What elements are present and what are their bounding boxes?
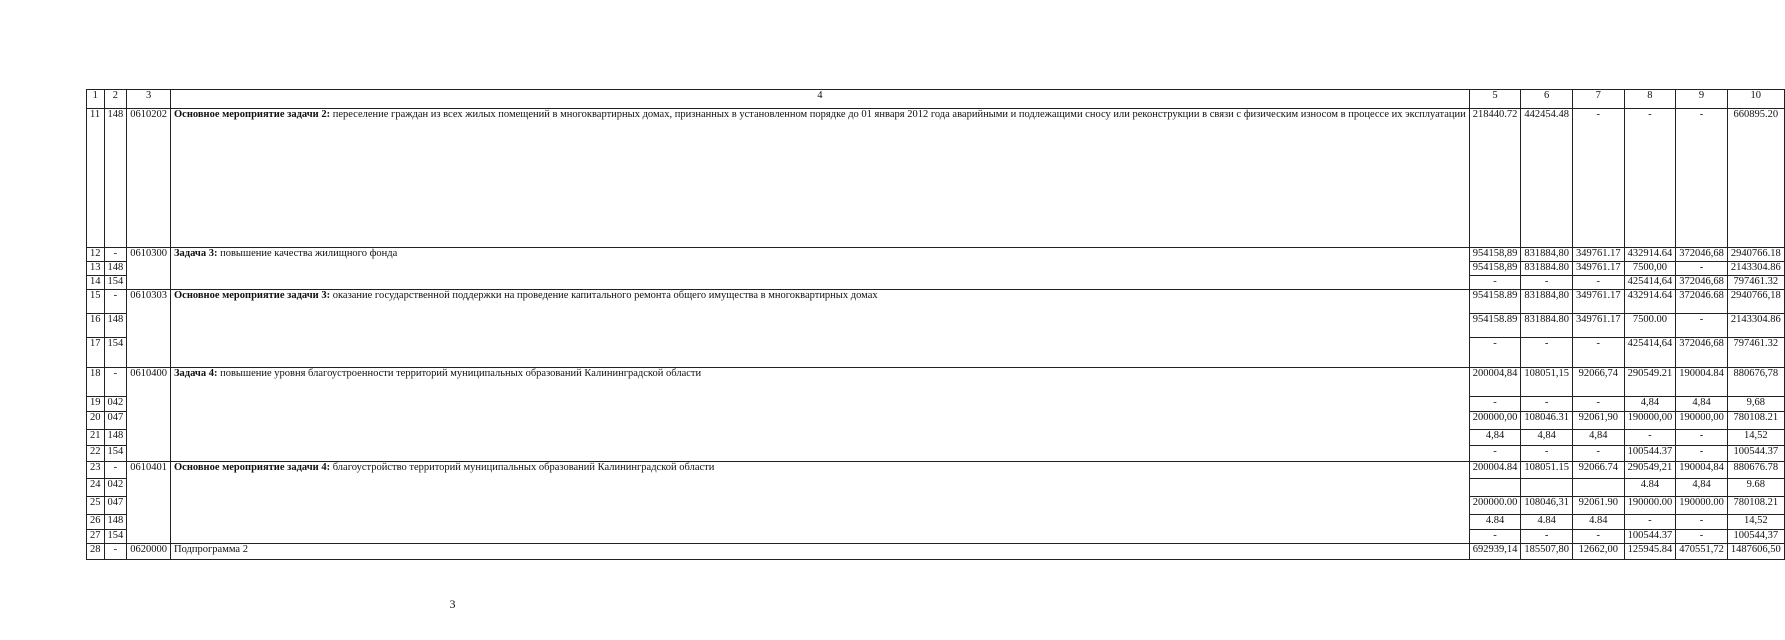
header-cell: 2 bbox=[104, 90, 127, 109]
value-cell: 831884,80 bbox=[1521, 248, 1573, 262]
value-cell: 14,52 bbox=[1727, 515, 1784, 530]
value-cell: 692939,14 bbox=[1469, 544, 1521, 560]
code-cell: 154 bbox=[104, 446, 127, 462]
value-cell: 108051.15 bbox=[1521, 462, 1573, 479]
description-bold: Задача 4: bbox=[174, 368, 218, 379]
value-cell: 372046,68 bbox=[1676, 248, 1728, 262]
code-cell: 148 bbox=[104, 262, 127, 276]
description-text: оказание государственной поддержки на проведение капитального ремонта общего имущества в многоквартирных домах bbox=[332, 290, 878, 301]
table-row bbox=[87, 109, 1785, 248]
page-number: 3 bbox=[449, 597, 456, 611]
value-cell: 4,84 bbox=[1676, 397, 1728, 412]
value-cell bbox=[1572, 479, 1624, 497]
table-row bbox=[87, 368, 1785, 397]
value-cell: 660895.20 bbox=[1727, 109, 1784, 248]
row-number: 27 bbox=[87, 530, 105, 544]
value-cell bbox=[1521, 479, 1573, 497]
value-cell: 954158,89 bbox=[1469, 248, 1521, 262]
value-cell: - bbox=[1676, 446, 1728, 462]
value-cell: 92061.90 bbox=[1572, 497, 1624, 515]
value-cell: 1487606,50 bbox=[1727, 544, 1784, 560]
code-cell: 148 bbox=[104, 515, 127, 530]
value-cell: 9,68 bbox=[1727, 397, 1784, 412]
value-cell: - bbox=[1676, 109, 1728, 248]
header-cell: 8 bbox=[1624, 90, 1676, 109]
value-cell: - bbox=[1676, 515, 1728, 530]
code-cell: 148 bbox=[104, 109, 127, 248]
value-cell: 7500.00 bbox=[1624, 314, 1676, 338]
row-number: 13 bbox=[87, 262, 105, 276]
value-cell: 2143304.86 bbox=[1727, 262, 1784, 276]
value-cell: 425414,64 bbox=[1624, 338, 1676, 368]
code-cell: 042 bbox=[104, 479, 127, 497]
value-cell: 372046,68 bbox=[1676, 338, 1728, 368]
row-number: 20 bbox=[87, 412, 105, 430]
value-cell: 100544,37 bbox=[1727, 530, 1784, 544]
value-cell: 880676.78 bbox=[1727, 462, 1784, 479]
value-cell: 442454.48 bbox=[1521, 109, 1573, 248]
value-cell: 4.84 bbox=[1572, 515, 1624, 530]
value-cell: - bbox=[1521, 397, 1573, 412]
value-cell: 432914.64 bbox=[1624, 248, 1676, 262]
row-number: 17 bbox=[87, 338, 105, 368]
code-cell: 047 bbox=[104, 497, 127, 515]
description-bold: Задача 3: bbox=[174, 248, 218, 259]
value-cell: 372046,68 bbox=[1676, 276, 1728, 290]
value-cell: - bbox=[1676, 314, 1728, 338]
value-cell: 100544.37 bbox=[1727, 446, 1784, 462]
description-bold: Основное мероприятие задачи 2: bbox=[174, 109, 331, 120]
code-cell: 154 bbox=[104, 530, 127, 544]
row-number: 28 bbox=[87, 544, 105, 560]
table-row bbox=[87, 290, 1785, 314]
code-cell: 154 bbox=[104, 276, 127, 290]
value-cell: 190004.84 bbox=[1676, 368, 1728, 397]
value-cell: - bbox=[1624, 109, 1676, 248]
value-cell: 200004,84 bbox=[1469, 368, 1521, 397]
value-cell: 108051,15 bbox=[1521, 368, 1573, 397]
value-cell: 92061,90 bbox=[1572, 412, 1624, 430]
kbk-cell: 0620000 bbox=[127, 544, 171, 560]
value-cell: 218440.72 bbox=[1469, 109, 1521, 248]
value-cell: 108046,31 bbox=[1521, 497, 1573, 515]
value-cell: 190000,00 bbox=[1624, 412, 1676, 430]
value-cell: 425414,64 bbox=[1624, 276, 1676, 290]
row-number: 11 bbox=[87, 109, 105, 248]
value-cell: 200000,00 bbox=[1469, 412, 1521, 430]
value-cell: 2940766.18 bbox=[1727, 248, 1784, 262]
value-cell: - bbox=[1676, 530, 1728, 544]
value-cell: 92066,74 bbox=[1572, 368, 1624, 397]
value-cell: 954158,89 bbox=[1469, 262, 1521, 276]
code-cell: - bbox=[104, 290, 127, 314]
value-cell: 2143304.86 bbox=[1727, 314, 1784, 338]
value-cell: 349761.17 bbox=[1572, 314, 1624, 338]
header-cell: 1 bbox=[87, 90, 105, 109]
value-cell: 185507,80 bbox=[1521, 544, 1573, 560]
value-cell: 200004.84 bbox=[1469, 462, 1521, 479]
description-cell bbox=[171, 368, 1470, 462]
value-cell: - bbox=[1676, 262, 1728, 276]
description-cell bbox=[171, 290, 1470, 368]
budget-table bbox=[86, 89, 1785, 560]
value-cell: 2940766,18 bbox=[1727, 290, 1784, 314]
code-cell: 148 bbox=[104, 430, 127, 446]
value-cell: - bbox=[1469, 530, 1521, 544]
value-cell: 349761.17 bbox=[1572, 248, 1624, 262]
value-cell: 125945.84 bbox=[1624, 544, 1676, 560]
value-cell: 4,84 bbox=[1624, 397, 1676, 412]
value-cell: 92066.74 bbox=[1572, 462, 1624, 479]
code-cell: - bbox=[104, 368, 127, 397]
row-number: 19 bbox=[87, 397, 105, 412]
value-cell: 831884.80 bbox=[1521, 314, 1573, 338]
code-cell: 047 bbox=[104, 412, 127, 430]
kbk-cell: 0610202 bbox=[127, 109, 171, 248]
value-cell: 4.84 bbox=[1624, 479, 1676, 497]
value-cell: 831884,80 bbox=[1521, 290, 1573, 314]
description-cell bbox=[171, 462, 1470, 544]
row-number: 21 bbox=[87, 430, 105, 446]
header-cell: 10 bbox=[1727, 90, 1784, 109]
value-cell: 797461.32 bbox=[1727, 276, 1784, 290]
value-cell: - bbox=[1521, 338, 1573, 368]
row-number: 12 bbox=[87, 248, 105, 262]
header-cell: 6 bbox=[1521, 90, 1573, 109]
row-number: 14 bbox=[87, 276, 105, 290]
table-row bbox=[87, 462, 1785, 479]
row-number: 15 bbox=[87, 290, 105, 314]
value-cell: 797461.32 bbox=[1727, 338, 1784, 368]
code-cell: 042 bbox=[104, 397, 127, 412]
value-cell: - bbox=[1572, 276, 1624, 290]
table-row bbox=[87, 544, 1785, 560]
value-cell: - bbox=[1521, 276, 1573, 290]
value-cell: - bbox=[1469, 446, 1521, 462]
value-cell: 4,84 bbox=[1572, 430, 1624, 446]
code-cell: - bbox=[104, 544, 127, 560]
kbk-cell: 0610303 bbox=[127, 290, 171, 368]
value-cell: 831884.80 bbox=[1521, 262, 1573, 276]
value-cell: 12662,00 bbox=[1572, 544, 1624, 560]
value-cell: - bbox=[1624, 515, 1676, 530]
value-cell: 190004,84 bbox=[1676, 462, 1728, 479]
header-cell: 5 bbox=[1469, 90, 1521, 109]
value-cell: - bbox=[1624, 430, 1676, 446]
value-cell: 470551,72 bbox=[1676, 544, 1728, 560]
value-cell: - bbox=[1572, 109, 1624, 248]
value-cell: 880676,78 bbox=[1727, 368, 1784, 397]
value-cell: 9.68 bbox=[1727, 479, 1784, 497]
row-number: 25 bbox=[87, 497, 105, 515]
header-row bbox=[87, 90, 1785, 109]
row-number: 23 bbox=[87, 462, 105, 479]
value-cell: 954158.89 bbox=[1469, 314, 1521, 338]
value-cell: 349761.17 bbox=[1572, 290, 1624, 314]
description-bold: Основное мероприятие задачи 3: bbox=[174, 290, 331, 301]
value-cell: 4,84 bbox=[1676, 479, 1728, 497]
value-cell: 14,52 bbox=[1727, 430, 1784, 446]
value-cell: 4,84 bbox=[1521, 430, 1573, 446]
description-text: повышение уровня благоустроенности территорий муниципальных образований Калининградской области bbox=[217, 368, 702, 379]
value-cell: 108046.31 bbox=[1521, 412, 1573, 430]
value-cell: 7500,00 bbox=[1624, 262, 1676, 276]
description-bold: Основное мероприятие задачи 4: bbox=[174, 462, 331, 473]
code-cell: 148 bbox=[104, 314, 127, 338]
kbk-cell: 0610300 bbox=[127, 248, 171, 290]
value-cell: - bbox=[1572, 446, 1624, 462]
value-cell: 100544.37 bbox=[1624, 530, 1676, 544]
description-text: переселение граждан из всех жилых помещений в многоквартирных домах, признанных в установленном порядке до 01 января 2012 года аварийными и подлежащими сносу или реконструкции в связи с физическим износом в процессе их эксплуатации bbox=[332, 109, 1466, 120]
description-cell bbox=[171, 248, 1470, 290]
header-cell: 9 bbox=[1676, 90, 1728, 109]
value-cell: 349761.17 bbox=[1572, 262, 1624, 276]
description-cell bbox=[171, 109, 1470, 248]
value-cell: - bbox=[1572, 338, 1624, 368]
value-cell: 432914.64 bbox=[1624, 290, 1676, 314]
kbk-cell: 0610401 bbox=[127, 462, 171, 544]
row-number: 26 bbox=[87, 515, 105, 530]
table-row bbox=[87, 248, 1785, 262]
value-cell: 372046.68 bbox=[1676, 290, 1728, 314]
value-cell: - bbox=[1676, 430, 1728, 446]
value-cell: 4.84 bbox=[1469, 515, 1521, 530]
value-cell: - bbox=[1469, 338, 1521, 368]
value-cell: 100544.37 bbox=[1624, 446, 1676, 462]
header-cell: 3 bbox=[127, 90, 171, 109]
row-number: 18 bbox=[87, 368, 105, 397]
value-cell bbox=[1469, 479, 1521, 497]
value-cell: 190000.00 bbox=[1676, 497, 1728, 515]
code-cell: - bbox=[104, 248, 127, 262]
header-cell: 4 bbox=[171, 90, 1470, 109]
value-cell: - bbox=[1572, 530, 1624, 544]
description-text: благоустройство территорий муниципальных образований Калининградской области bbox=[330, 462, 715, 473]
header-cell: 7 bbox=[1572, 90, 1624, 109]
value-cell: 4,84 bbox=[1469, 430, 1521, 446]
value-cell: 954158.89 bbox=[1469, 290, 1521, 314]
value-cell: 200000.00 bbox=[1469, 497, 1521, 515]
value-cell: - bbox=[1469, 397, 1521, 412]
value-cell: 780108.21 bbox=[1727, 497, 1784, 515]
value-cell: 290549.21 bbox=[1624, 368, 1676, 397]
row-number: 16 bbox=[87, 314, 105, 338]
value-cell: 780108.21 bbox=[1727, 412, 1784, 430]
description-text: повышение качества жилищного фонда bbox=[217, 248, 398, 259]
value-cell: 4.84 bbox=[1521, 515, 1573, 530]
value-cell: 190000,00 bbox=[1676, 412, 1728, 430]
value-cell: - bbox=[1469, 276, 1521, 290]
value-cell: - bbox=[1521, 446, 1573, 462]
code-cell: - bbox=[104, 462, 127, 479]
kbk-cell: 0610400 bbox=[127, 368, 171, 462]
value-cell: 190000.00 bbox=[1624, 497, 1676, 515]
description-cell: Подпрограмма 2 bbox=[171, 544, 1470, 560]
value-cell: - bbox=[1572, 397, 1624, 412]
code-cell: 154 bbox=[104, 338, 127, 368]
value-cell: - bbox=[1521, 530, 1573, 544]
row-number: 22 bbox=[87, 446, 105, 462]
value-cell: 290549,21 bbox=[1624, 462, 1676, 479]
row-number: 24 bbox=[87, 479, 105, 497]
